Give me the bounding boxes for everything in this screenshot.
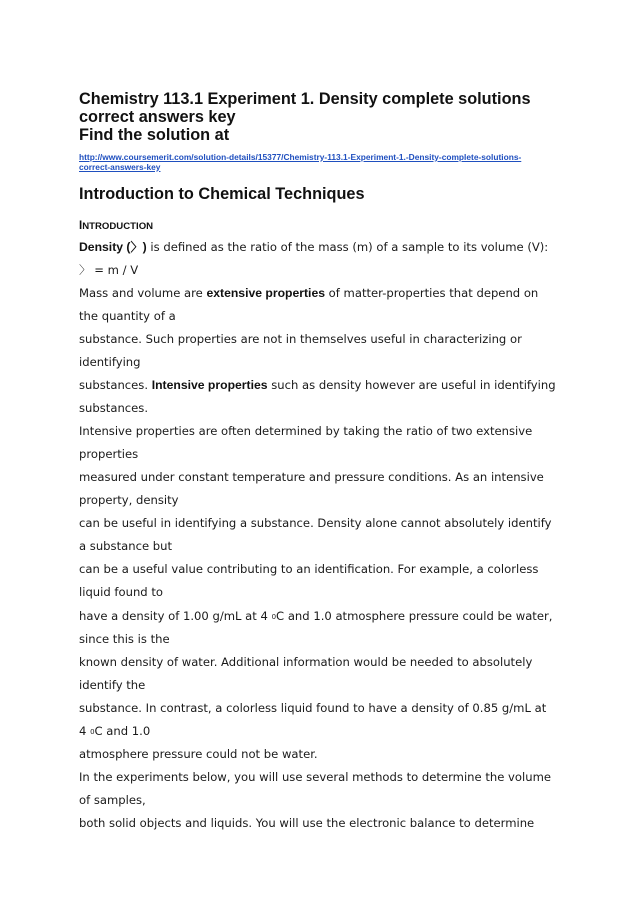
text-span: have a density of 1.00 g/mL at 4 [79,608,272,623]
solution-link-line[interactable]: correct-answers-key [79,162,161,172]
text-line: substance. Such properties are not in themselves useful in characterizing or [79,332,522,347]
title-line: correct answers key [79,108,236,126]
solution-link[interactable] [79,152,559,172]
document-title [79,90,579,144]
text-line: identifying [79,355,141,370]
bold-term: Intensive properties [151,378,268,393]
text-span: of matter-properties that depend on [325,286,539,301]
formula-line: 〉 = m / V [79,263,139,278]
intro-heading-rest: NTRODUCTION [82,221,154,232]
superscript: 0 [90,727,95,736]
text-line: the quantity of a [79,309,176,324]
section-title: Introduction to Chemical Techniques [79,185,365,203]
text-span: Mass and volume are [79,286,207,301]
text-line: can be useful in identifying a substance. Density alone cannot absolutely identify [79,516,552,531]
text-line [79,374,569,397]
solution-link-line[interactable]: http://www.coursemerit.com/solution-details/15377/Chemistry-113.1-Experiment-1.-Density-complete-solutions- [79,152,522,162]
text-line [79,282,569,305]
text-line [79,236,569,259]
text-line: atmosphere pressure could not be water. [79,746,318,761]
intro-heading [79,220,153,233]
text-line: Intensive properties are often determined by taking the ratio of two extensive [79,424,533,439]
title-line: Find the solution at [79,126,230,144]
text-line: of samples, [79,792,146,807]
text-span: such as density however are useful in identifying [267,378,556,393]
text-span: substances. [79,378,152,393]
bold-term: Density (〉) [79,240,147,254]
text-line: a substance but [79,539,173,554]
text-line: substance. In contrast, a colorless liquid found to have a density of 0.85 g/mL at [79,700,547,715]
text-line: both solid objects and liquids. You will use the electronic balance to determine [79,815,535,830]
bold-term: extensive properties [206,286,325,301]
text-span: is defined as the ratio of the mass (m) of a sample to its volume (V): [146,240,549,254]
superscript: 0 [271,612,277,621]
text-line: known density of water. Additional information would be needed to absolutely [79,654,533,669]
text-span: 4 [79,723,91,738]
text-line: measured under constant temperature and pressure conditions. As an intensive [79,470,544,485]
intro-heading-first: I [79,220,83,232]
title-line: Chemistry 113.1 Experiment 1. Density complete solutions [79,90,531,108]
text-span: C and 1.0 atmosphere pressure could be water, [276,608,553,623]
body-text [79,236,569,835]
text-line [79,605,569,628]
text-span: C and 1.0 [94,723,151,738]
text-line: liquid found to [79,585,163,600]
text-line: properties [79,447,139,462]
text-line: since this is the [79,631,170,646]
text-line: identify the [79,677,146,692]
text-line: property, density [79,493,179,508]
text-line: substances. [79,401,149,416]
text-line: can be a useful value contributing to an identification. For example, a colorless [79,562,539,577]
text-line [79,720,569,743]
text-line: In the experiments below, you will use several methods to determine the volume [79,769,552,784]
